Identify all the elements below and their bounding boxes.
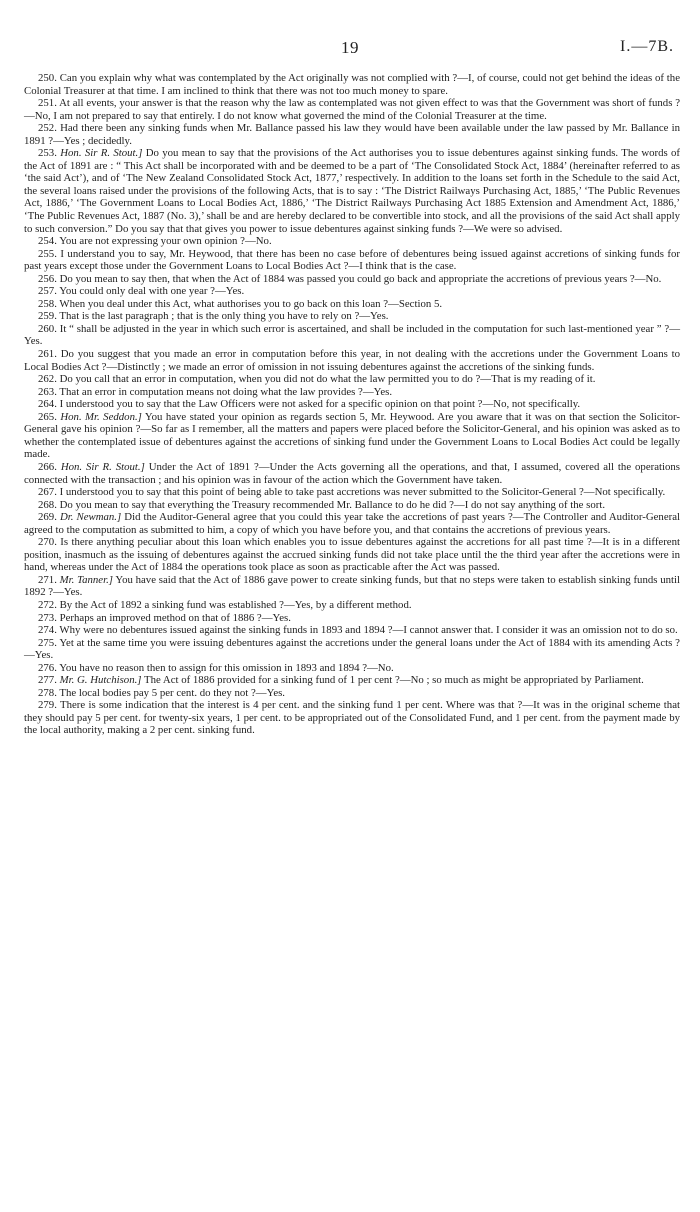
question-paragraph — [24, 97, 680, 122]
question-number: 276. — [38, 661, 57, 674]
question-number: 264. — [38, 398, 57, 411]
question-text: The Act of 1886 provided for a sinking fund of 1 per cent ?—No ; so much as might be appropriated by Parliament. — [144, 674, 644, 687]
question-paragraph — [24, 536, 680, 574]
question-paragraph — [24, 72, 680, 97]
question-paragraph — [24, 637, 680, 662]
speaker-name: Dr. Newman.] — [59, 511, 122, 524]
question-paragraph — [24, 122, 680, 147]
question-paragraph — [24, 348, 680, 373]
question-number: 261. — [38, 348, 57, 361]
question-paragraph — [24, 235, 680, 248]
question-paragraph — [24, 147, 680, 235]
question-text: Do you mean to say that the provisions of the Act authorises you to issue debentures against sinking funds. The words of the Act of 1891 are : “ This Act shall be incorporated with and be deemed to be a part of ‘The Consolidated Stock Act, 1884’ (hereinafter referred to as ‘the said Act’), and of ‘The New Zealand Consolidated Stock Act, 1877,’ respectively. In addition to the loans set forth in the Schedule to the said Act, the several loans raised under the provisions of the following Acts, that is to say : ‘The District Railways Purchasing Act, 1885,’ ‘The Public Revenues Act, 1886,’ ‘The Government Loans to Local Bodies Act, 1886,’ ‘The District Railways Purchasing Act 1885 Extension and Amendment Act, 1886,’ ‘The Public Revenues Act, 1887 (No. 3),’ shall be and are hereby declared to be convertible into stock, and all the provisions of the said Act shall apply to such conversion.” Do you say that that gives you power to issue debentures against sinking funds ?—We were so advised. — [24, 147, 681, 235]
question-paragraph — [24, 273, 680, 286]
question-number: 263. — [38, 385, 57, 398]
question-paragraph — [24, 599, 680, 612]
question-paragraph — [24, 411, 680, 461]
question-number: 277. — [38, 674, 57, 687]
question-text: By the Act of 1892 a sinking fund was established ?—Yes, by a different method. — [59, 598, 412, 611]
question-number: 268. — [38, 498, 57, 511]
question-text: That is the last paragraph ; that is the only thing you have to rely on ?—Yes. — [59, 310, 389, 323]
question-paragraph — [24, 373, 680, 386]
speaker-name: Mr. G. Hutchison.] — [59, 674, 142, 687]
question-paragraph — [24, 386, 680, 399]
question-text: Under the Act of 1891 ?—Under the Acts governing all the operations, and that, I assumed, covered all the operations connected with the transaction ; and his opinion was in favour of the action which the Government have taken. — [24, 460, 680, 486]
question-text: Do you mean to say then, that when the Act of 1884 was passed you could go back and appropriate the accretions of previous years ?—No. — [59, 272, 662, 285]
question-number: 266. — [38, 460, 57, 473]
question-number: 254. — [38, 235, 57, 248]
question-text: Had there been any sinking funds when Mr. Ballance passed his law they would have been available under the law passed by Mr. Ballance in 1891 ?—Yes ; decidedly. — [24, 122, 681, 147]
question-paragraph — [24, 398, 680, 411]
question-paragraph — [24, 699, 680, 737]
question-text: Do you call that an error in computation, when you did not do what the law permitted you to do ?—That is my reading of it. — [59, 373, 596, 386]
question-text: I understand you to say, Mr. Heywood, that there has been no case before of debentures being issued against accretions of sinking funds for past years except those under the Government Loans to Local Bodies Act ?—I think that is the case. — [24, 247, 680, 273]
question-number: 258. — [38, 297, 57, 310]
question-number: 256. — [38, 272, 57, 285]
question-text: It “ shall be adjusted in the year in which such error is ascertained, and shall be included in the computation for such last-mentioned year ” ?—Yes. — [24, 322, 680, 348]
question-text: Do you mean to say that everything the Treasury recommended Mr. Ballance to do he did ?—I do not say anything of the sort. — [59, 498, 606, 511]
question-paragraph — [24, 662, 680, 675]
speaker-name: Mr. Tanner.] — [59, 573, 114, 586]
question-number: 262. — [38, 373, 57, 386]
question-paragraph — [24, 298, 680, 311]
question-number: 257. — [38, 285, 57, 298]
question-paragraph — [24, 612, 680, 625]
question-text: When you deal under this Act, what authorises you to go back on this loan ?—Section 5. — [59, 297, 443, 310]
question-paragraph — [24, 687, 680, 700]
question-number: 278. — [38, 686, 57, 699]
question-number: 274. — [38, 624, 57, 637]
question-text: Perhaps an improved method on that of 1886 ?—Yes. — [59, 611, 291, 624]
question-number: 273. — [38, 611, 57, 624]
question-number: 265. — [38, 410, 57, 423]
question-paragraph — [24, 624, 680, 637]
question-text: There is some indication that the interest is 4 per cent. and the sinking fund 1 per cent. Where was that ?—It was in the original scheme that they should pay 5 per cent. for twenty-six years, 1 per cent. to be appropriated out of the Consolidated Fund, and 1 per cent. from the payment made by the local authority, making a 2 per cent. sinking fund. — [24, 699, 680, 737]
question-text: You have no reason then to assign for this omission in 1893 and 1894 ?—No. — [59, 661, 394, 674]
question-text: You have stated your opinion as regards section 5, Mr. Heywood. Are you aware that it was on that section the Solicitor-General gave his opinion ?—So far as I remember, all the matters and papers were placed before the Solicitor-General, and his opinion was asked as to whether the contemplated issue of debentures against the accretions of sinking fund under the Government Loans to Local Bodies Act could be legally made. — [24, 410, 680, 461]
question-paragraph — [24, 310, 680, 323]
page-number: 19 — [341, 38, 359, 57]
question-number: 250. — [38, 72, 57, 84]
question-number: 275. — [38, 636, 57, 649]
question-paragraph — [24, 574, 680, 599]
question-paragraph — [24, 323, 680, 348]
question-text: Did the Auditor-General agree that you could this year take the accretions of past years ?—The Controller and Auditor-General agreed to the computation as submitted to him, a copy of which you have before you, and that contains the accretions of previous years. — [24, 511, 681, 536]
document-reference: I.—7B. — [620, 38, 674, 55]
question-number: 253. — [38, 147, 57, 160]
question-text: You could only deal with one year ?—Yes. — [59, 285, 245, 298]
question-paragraph — [24, 511, 680, 536]
question-number: 271. — [38, 573, 57, 586]
question-paragraph — [24, 248, 680, 273]
question-number: 259. — [38, 310, 57, 323]
question-text: The local bodies pay 5 per cent. do they not ?—Yes. — [59, 686, 286, 699]
question-number: 279. — [38, 699, 57, 712]
question-number: 267. — [38, 486, 57, 499]
question-text: Why were no debentures issued against the sinking funds in 1893 and 1894 ?—I cannot answer that. I consider it was an omission not to do so. — [59, 624, 678, 637]
question-number: 255. — [38, 247, 57, 260]
question-number: 252. — [38, 122, 57, 135]
question-text: Yet at the same time you were issuing debentures against the accretions under the general loans under the Act of 1884 with its amending Acts ?—Yes. — [24, 636, 680, 662]
question-paragraph — [24, 674, 680, 687]
question-number: 272. — [38, 598, 57, 611]
question-paragraph — [24, 499, 680, 512]
question-number: 251. — [38, 97, 57, 110]
speaker-name: Hon. Sir R. Stout.] — [60, 460, 145, 473]
question-text: Can you explain why what was contemplated by the Act originally was not complied with ?—I, of course, could not get behind the ideas of the Colonial Treasurer at that time. I am inclined to think that there was not too much money to spare. — [24, 72, 680, 97]
question-text: You are not expressing your own opinion ?—No. — [59, 235, 272, 248]
question-number: 270. — [38, 536, 57, 549]
question-paragraph — [24, 486, 680, 499]
question-paragraph — [24, 285, 680, 298]
question-text: Do you suggest that you made an error in computation before this year, in not dealing with the accretions under the Government Loans to Local Bodies Act ?—Distinctly ; we made an error of omission in not issuing debentures against the accretions of the sinking funds. — [24, 348, 680, 373]
question-text: You have said that the Act of 1886 gave power to create sinking funds, but that no steps were taken to establish sinking funds until 1892 ?—Yes. — [24, 573, 680, 599]
question-text: That an error in computation means not doing what the law provides ?—Yes. — [59, 385, 393, 398]
question-text: I understood you to say that the Law Officers were not asked for a specific opinion on that point ?—No, not specifically. — [59, 398, 581, 411]
question-paragraph — [24, 461, 680, 486]
speaker-name: Hon. Mr. Seddon.] — [60, 410, 142, 423]
speaker-name: Hon. Sir R. Stout.] — [60, 147, 143, 160]
question-text: Is there anything peculiar about this loan which enables you to issue debentures against the accretions for all past time ?—It is in a different position, inasmuch as the issuing of debentures against the accrued sinking funds did not take place until the the third year after the accretions were in hand, whereas under the Act of 1884 the operations took place as soon as practicable after the Act was passed. — [24, 536, 680, 574]
question-number: 269. — [38, 511, 57, 524]
question-number: 260. — [38, 322, 57, 335]
evidence-body — [24, 72, 680, 737]
question-text: At all events, your answer is that the reason why the law as contemplated was not given effect to was that the Government was short of funds ?—No, I am not prepared to say that entirely. I do not know what governed the mind of the Colonial Treasurer at the time. — [24, 97, 680, 122]
question-text: I understood you to say that this point of being able to take past accretions was never submitted to the Solicitor-General ?—Not specifically. — [59, 486, 666, 499]
